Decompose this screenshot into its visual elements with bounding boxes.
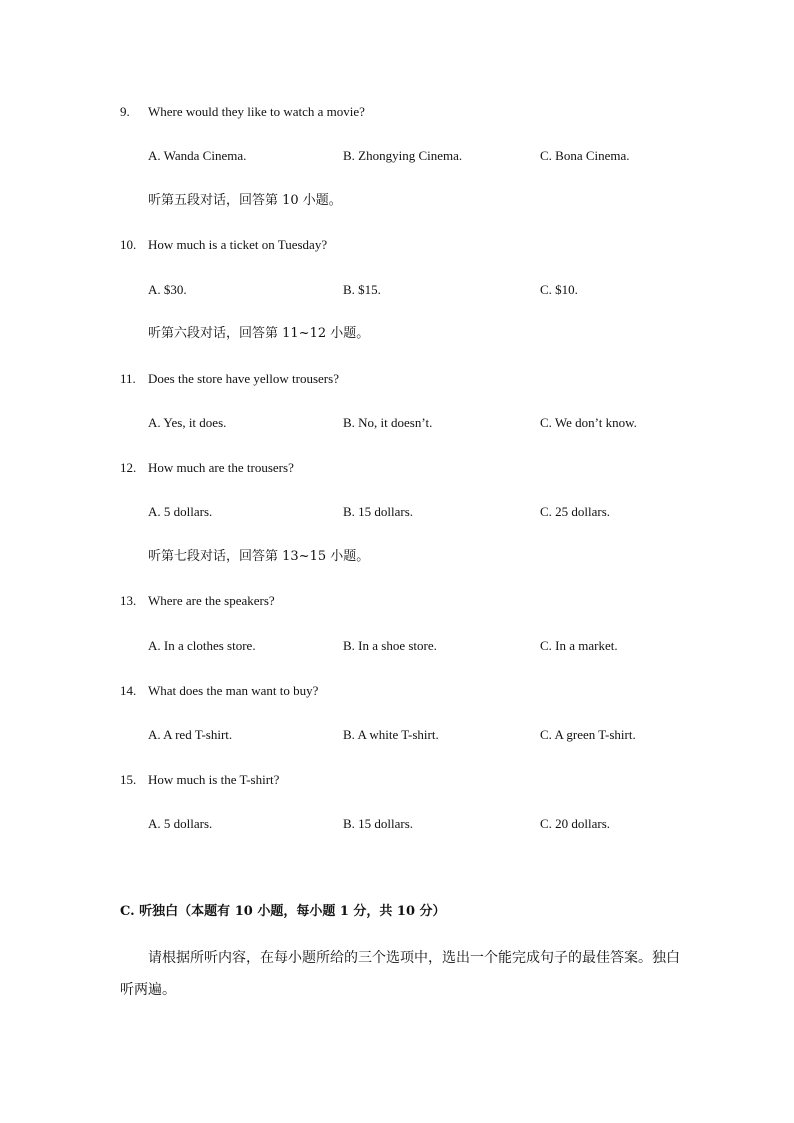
option-c: C. $10. xyxy=(540,282,578,297)
question-text: What does the man want to buy? xyxy=(148,683,319,698)
option-a: A. In a clothes store. xyxy=(148,638,256,653)
option-b: B. A white T-shirt. xyxy=(343,727,439,742)
option-a: A. $30. xyxy=(148,282,187,297)
section-instructions: 请根据所听内容，在每小题所给的三个选项中，选出一个能完成句子的最佳答案。独白听两遍。 xyxy=(120,950,680,998)
question-number: 11. xyxy=(120,371,136,386)
question-text: How much is the T-shirt? xyxy=(148,772,280,787)
question-text: How much is a ticket on Tuesday? xyxy=(148,237,328,252)
question-number: 14. xyxy=(120,683,137,698)
option-a: A. 5 dollars. xyxy=(148,504,213,519)
option-b: B. 15 dollars. xyxy=(343,816,414,831)
option-b: B. No, it doesn’t. xyxy=(343,415,433,430)
option-b: B. Zhongying Cinema. xyxy=(343,148,463,163)
option-b: B. $15. xyxy=(343,282,381,297)
option-c: C. A green T-shirt. xyxy=(540,727,636,742)
question-number: 10. xyxy=(120,237,137,252)
question-text: Where would they like to watch a movie? xyxy=(148,104,365,119)
option-c: C. We don’t know. xyxy=(540,415,637,430)
question-number: 12. xyxy=(120,460,137,475)
section-heading: C. 听独白（本题有 10 小题，每小题 1 分，共 10 分） xyxy=(120,904,446,919)
question-text: Does the store have yellow trousers? xyxy=(148,371,339,386)
dialog-instruction: 听第六段对话，回答第 11~12 小题。 xyxy=(148,326,370,341)
dialog-instruction: 听第七段对话，回答第 13~15 小题。 xyxy=(148,549,370,564)
option-c: C. 20 dollars. xyxy=(540,816,611,831)
option-c: C. In a market. xyxy=(540,638,618,653)
option-c: C. 25 dollars. xyxy=(540,504,611,519)
question-number: 15. xyxy=(120,772,137,787)
dialog-instruction: 听第五段对话，回答第 10 小题。 xyxy=(148,193,342,208)
question-number: 9. xyxy=(120,104,130,119)
option-c: C. Bona Cinema. xyxy=(540,148,630,163)
option-a: A. 5 dollars. xyxy=(148,816,213,831)
option-a: A. Yes, it does. xyxy=(148,415,227,430)
option-b: B. 15 dollars. xyxy=(343,504,414,519)
question-number: 13. xyxy=(120,593,137,608)
question-text: Where are the speakers? xyxy=(148,593,275,608)
option-b: B. In a shoe store. xyxy=(343,638,437,653)
option-a: A. A red T-shirt. xyxy=(148,727,233,742)
option-a: A. Wanda Cinema. xyxy=(148,148,247,163)
question-text: How much are the trousers? xyxy=(148,460,294,475)
